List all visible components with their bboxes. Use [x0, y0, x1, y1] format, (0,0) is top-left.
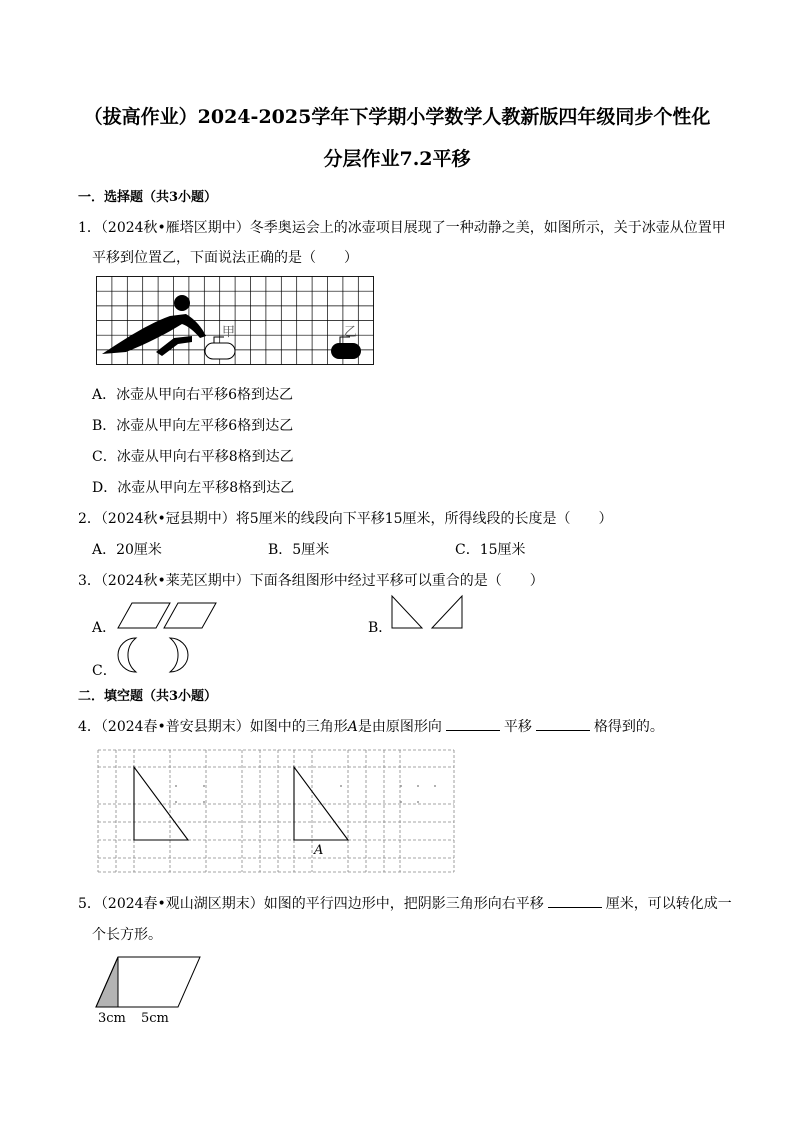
grid-dots [175, 785, 436, 803]
q4-text-c: 平移 [503, 719, 532, 735]
original-triangle [134, 767, 188, 840]
label-3cm: 3cm [98, 1011, 126, 1026]
q4-blank-steps[interactable] [536, 718, 590, 731]
question-1-line1: 1．（2024秋•雁塔区期中）冬季奥运会上的冰壶项目展现了一种动静之美，如图所示，关于冰壶从位置甲 [78, 220, 726, 236]
section-heading-choice: 一．选择题（共3小题） [78, 190, 218, 205]
q4-text-b: 是由原图形向 [357, 719, 442, 735]
q1-option-b[interactable]: B．冰壶从甲向左平移6格到达乙 [92, 418, 294, 434]
q4-var-a: A [347, 719, 358, 735]
q4-text-d: 格得到的。 [593, 719, 664, 735]
q3-option-a-label[interactable]: A． [92, 620, 117, 636]
q3-right-triangles [390, 594, 466, 630]
q5-blank-distance[interactable] [548, 895, 602, 908]
question-5-line2: 个长方形。 [92, 927, 162, 943]
dotted-grid-triangle-figure [96, 748, 458, 874]
triangle-a-label: A [314, 843, 324, 858]
q4-blank-direction[interactable] [446, 718, 500, 731]
question-2: 2．（2024秋•冠县期中）将5厘米的线段向下平移15厘米，所得线段的长度是（ ） [78, 511, 613, 527]
q3-option-b-label[interactable]: B． [368, 620, 393, 636]
parallelogram-figure [94, 953, 204, 1011]
curling-player-silhouette [102, 295, 206, 356]
q3-parallelograms [116, 601, 220, 631]
section-heading-fill: 二．填空题（共3小题） [78, 689, 218, 704]
q2-option-a[interactable]: A．20厘米 [92, 542, 162, 558]
q2-option-b[interactable]: B．5厘米 [268, 542, 330, 558]
question-3: 3．（2024秋•莱芜区期中）下面各组图形中经过平移可以重合的是（ ） [78, 573, 544, 589]
label-5cm: 5cm [141, 1011, 169, 1026]
page-title-line2: 分层作业7.2平移 [323, 148, 471, 170]
q1-option-a[interactable]: A．冰壶从甲向右平移6格到达乙 [92, 387, 294, 403]
q2-option-c[interactable]: C．15厘米 [455, 542, 526, 558]
q3-option-c-label[interactable]: C． [92, 663, 117, 679]
q3-crescents [114, 636, 200, 674]
triangle-a [294, 767, 348, 840]
page-title-line1: （拔高作业）2024-2025学年下学期小学数学人教新版四年级同步个性化 [83, 106, 711, 128]
question-4 [78, 716, 664, 736]
curling-grid-figure [96, 276, 376, 368]
label-jia: 甲 [222, 325, 236, 340]
q5-text-a: 5．（2024春•观山湖区期末）如图的平行四边形中，把阴影三角形向右平移 [78, 896, 544, 912]
label-yi: 乙 [344, 325, 358, 340]
question-1-line2: 平移到位置乙，下面说法正确的是（ ） [92, 250, 358, 266]
q1-option-d[interactable]: D．冰壶从甲向左平移8格到达乙 [92, 480, 295, 496]
q4-text-a: 4．（2024春•普安县期末）如图中的三角形 [78, 719, 348, 735]
q5-text-b: 厘米，可以转化成一 [605, 896, 732, 912]
curling-stone-yi [331, 337, 361, 359]
question-5-line1 [78, 893, 732, 913]
q1-option-c[interactable]: C．冰壶从甲向右平移8格到达乙 [92, 449, 294, 465]
